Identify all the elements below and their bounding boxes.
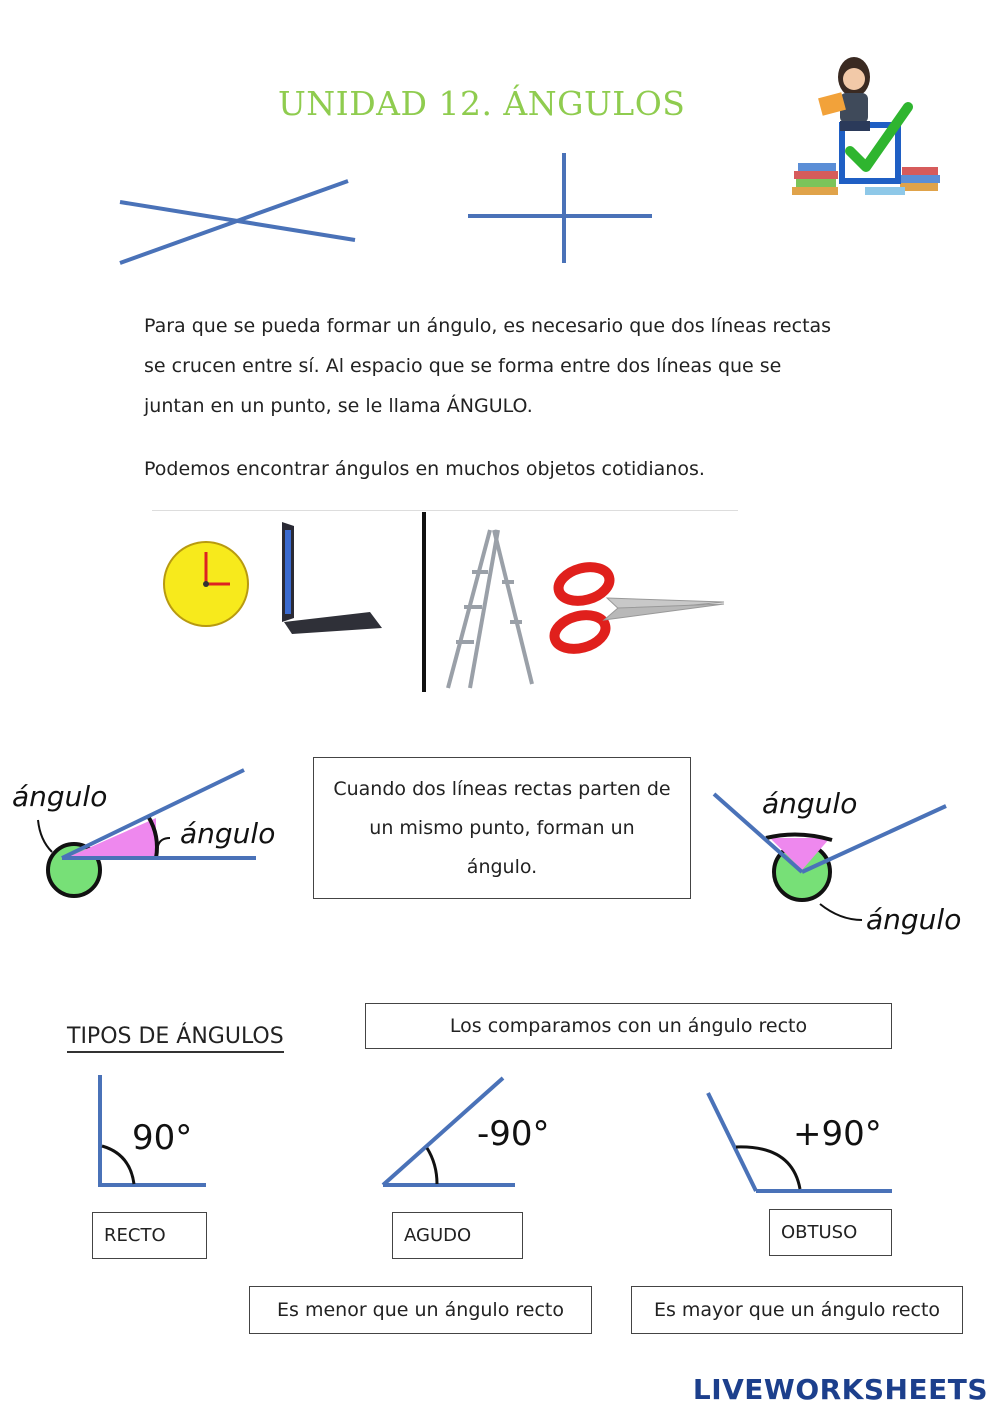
divider (152, 510, 738, 511)
label-obtuso: OBTUSO (769, 1209, 892, 1256)
clock-icon (164, 542, 248, 626)
everyday-text: Podemos encontrar ángulos en muchos objetos cotidianos. (144, 458, 705, 480)
laptop-icon (282, 522, 382, 634)
intersecting-lines-figure (110, 145, 680, 275)
brand-text: LIVEWORKSHEETS (692, 1373, 988, 1406)
intro-line-3: juntan en un punto, se le llama ÁNGULO. (144, 395, 533, 417)
compare-box: Los comparamos con un ángulo recto (365, 1003, 892, 1049)
angle-label-top-right: ángulo (762, 787, 858, 820)
intro-paragraph (144, 306, 884, 426)
acute-angle-degrees: -90° (477, 1114, 550, 1154)
label-agudo: AGUDO (392, 1212, 523, 1259)
liveworksheets-logo (693, 1373, 988, 1406)
intro-line-1: Para que se pueda formar un ángulo, es necesario que dos líneas rectas (144, 315, 832, 337)
obtuse-angle-degrees: +90° (793, 1114, 882, 1154)
teacher-avatar-icon (790, 55, 950, 210)
intro-line-2: se crucen entre sí. Al espacio que se forma entre dos líneas que se (144, 355, 782, 377)
definition-box (313, 757, 691, 899)
angle-label-bottom-right: ángulo (866, 903, 962, 936)
types-heading: TIPOS DE ÁNGULOS (67, 1024, 284, 1053)
definition-line-3: ángulo. (466, 855, 538, 878)
label-recto: RECTO (92, 1212, 207, 1259)
ladder-icon (448, 530, 532, 688)
right-angle-degrees: 90° (132, 1118, 193, 1158)
page-title: UNIDAD 12. ÁNGULOS (278, 84, 686, 123)
greater-than-box: Es mayor que un ángulo recto (631, 1286, 963, 1334)
everyday-objects-figure (152, 512, 742, 697)
angle-label-outer-left: ángulo (12, 780, 108, 813)
definition-line-2: un mismo punto, forman un (369, 816, 635, 839)
angle-label-inner-left: ángulo (180, 817, 276, 850)
definition-line-1: Cuando dos líneas rectas parten de (333, 777, 671, 800)
scissors-icon (551, 562, 724, 654)
less-than-box: Es menor que un ángulo recto (249, 1286, 592, 1334)
